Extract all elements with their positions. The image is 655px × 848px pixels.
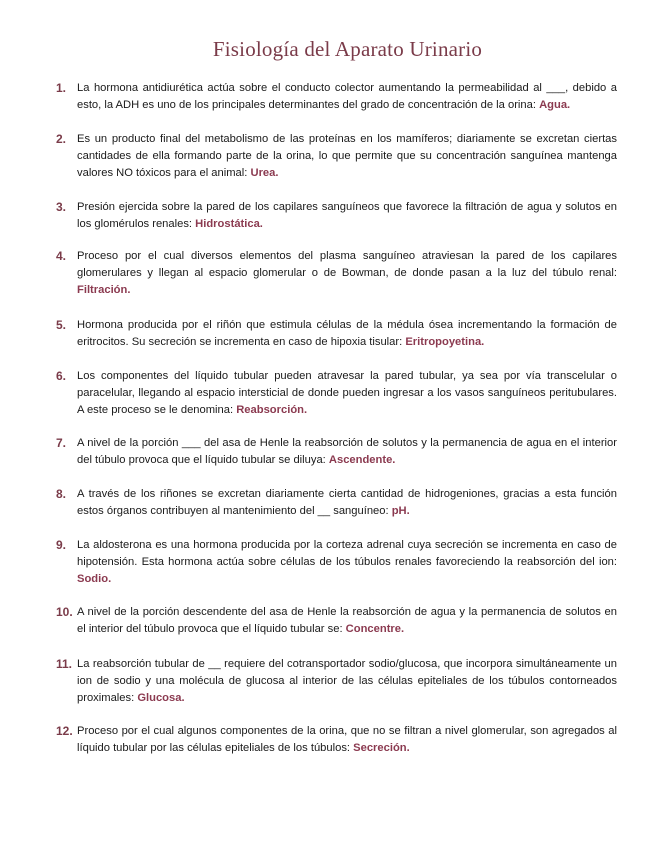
question-number: 1.: [56, 81, 67, 95]
question-text: Presión ejercida sobre la pared de los capilares sanguíneos que favorece la filtración de agua y solutos en los glomérulos renales:: [77, 201, 617, 230]
question-answer: Glucosa.: [137, 692, 185, 704]
question-text-block: [77, 723, 617, 757]
question-text-block: [77, 131, 617, 182]
question-text: La aldosterona es una hormona producida por la corteza adrenal cuya secreción se incrementa en caso de hipotensión. Esta hormona actúa sobre células de los túbulos renales favoreciendo la reabsorción del ion:: [77, 539, 617, 568]
question-text: Es un producto final del metabolismo de las proteínas en los mamíferos; diariamente se excretan ciertas cantidades de ella formando parte de la orina, lo que permite que su concentración sanguínea mantenga valores NO tóxicos para el animal:: [77, 133, 617, 179]
question-answer: Filtración.: [77, 284, 131, 296]
question-text-block: [77, 604, 617, 638]
question-answer: Ascendente.: [328, 454, 396, 466]
question-text-block: [77, 317, 617, 351]
question-answer: Sodio.: [77, 573, 112, 585]
question-answer: Reabsorción.: [236, 404, 308, 416]
question-number: 7.: [56, 436, 67, 450]
question-answer: Hidrostática.: [195, 218, 263, 230]
question-text-block: [77, 368, 617, 419]
question-answer: Concentre.: [345, 623, 405, 635]
question-number: 5.: [56, 318, 67, 332]
question-text-block: [77, 248, 617, 299]
question-number: 9.: [56, 538, 67, 552]
question-answer: Urea.: [250, 167, 279, 179]
question-text: Hormona producida por el riñón que estimula células de la médula ósea incrementando la formación de eritrocitos. Su secreción se incrementa en caso de hipoxia tisular:: [77, 319, 617, 348]
question-text: Proceso por el cual diversos elementos del plasma sanguíneo atraviesan la pared de los capilares glomerulares y llegan al espacio glomerular o de Bowman, de donde pasan a la luz del túbulo renal:: [77, 250, 617, 279]
question-answer: Secreción.: [353, 742, 410, 754]
question-text-block: [77, 537, 617, 588]
question-text: A nivel de la porción descendente del asa de Henle la reabsorción de agua y la permanencia de solutos en el interior del túbulo provoca que el líquido tubular se:: [77, 606, 617, 635]
question-number: 11.: [56, 657, 73, 671]
question-answer: pH.: [391, 505, 410, 517]
question-number: 6.: [56, 369, 67, 383]
question-answer: Eritropoyetina.: [405, 336, 485, 348]
question-text: La reabsorción tubular de __ requiere del cotransportador sodio/glucosa, que incorpora simultáneamente un ion de sodio y una molécula de glucosa al interior de las células epiteliales de los túbulos contorneados proximales:: [77, 658, 617, 704]
question-number: 3.: [56, 200, 67, 214]
question-answer: Agua.: [539, 99, 571, 111]
question-text: Los componentes del líquido tubular pueden atravesar la pared tubular, ya sea por vía transcelular o paracelular, llegando al espacio intersticial de donde pueden ingresar a los vasos sanguíneos peritubulares. A este proceso se le denomina:: [77, 370, 617, 416]
question-text-block: [77, 199, 617, 233]
question-number: 10.: [56, 605, 73, 619]
question-text-block: [77, 656, 617, 707]
question-text-block: [77, 435, 617, 469]
question-number: 8.: [56, 487, 67, 501]
question-text: Proceso por el cual algunos componentes de la orina, que no se filtran a nivel glomerular, son agregados al líquido tubular por las células epiteliales de los túbulos:: [77, 725, 617, 754]
question-number: 2.: [56, 132, 67, 146]
question-text: La hormona antidiurética actúa sobre el conducto colector aumentando la permeabilidad al ___, debido a esto, la ADH es uno de los principales determinantes del grado de concentración de la orina:: [77, 82, 617, 111]
question-number: 12.: [56, 724, 73, 738]
question-text-block: [77, 486, 617, 520]
question-number: 4.: [56, 249, 67, 263]
question-text: A través de los riñones se excretan diariamente cierta cantidad de hidrogeniones, gracias a esta función estos órganos contribuyen al mantenimiento del __ sanguíneo:: [77, 488, 617, 517]
question-text: A nivel de la porción ___ del asa de Henle la reabsorción de solutos y la permanencia de agua en el interior del túbulo provoca que el líquido tubular se diluya:: [77, 437, 617, 466]
page-title: Fisiología del Aparato Urinario: [212, 37, 483, 61]
question-text-block: [77, 80, 617, 114]
